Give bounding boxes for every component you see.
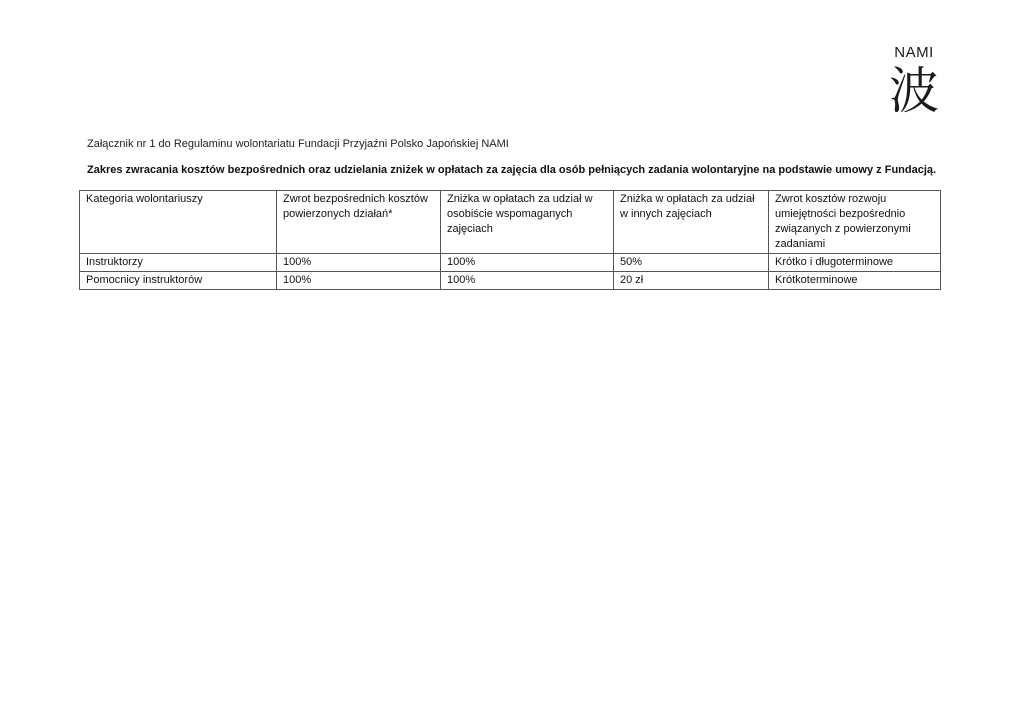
table-row — [80, 272, 941, 290]
header-cell-direct-cost-refund: Zwrot bezpośrednich kosztów powierzonych działań* — [277, 191, 441, 254]
table-row — [80, 254, 941, 272]
logo-text: NAMI — [894, 44, 934, 61]
table-cell: 50% — [614, 254, 769, 272]
table-cell: 100% — [277, 272, 441, 290]
nami-logo — [884, 44, 944, 122]
table-cell: 100% — [441, 254, 614, 272]
logo-wave-glyph: 波 — [889, 62, 939, 120]
table-cell: Krótkoterminowe — [769, 272, 941, 290]
volunteer-costs-table — [79, 190, 941, 290]
header-cell-supported-classes-discount: Zniżka w opłatach za udział w osobiście wspomaganych zajęciach — [441, 191, 614, 254]
table-cell: Pomocnicy instruktorów — [80, 272, 277, 290]
header-cell-other-classes-discount: Zniżka w opłatach za udział w innych zajęciach — [614, 191, 769, 254]
table-cell: Krótko i długoterminowe — [769, 254, 941, 272]
table-cell: 20 zł — [614, 272, 769, 290]
header-cell-skills-development-refund: Zwrot kosztów rozwoju umiejętności bezpośrednio związanych z powierzonymi zadaniami — [769, 191, 941, 254]
table-cell: Instruktorzy — [80, 254, 277, 272]
table-cell: 100% — [277, 254, 441, 272]
table-cell: 100% — [441, 272, 614, 290]
header-cell-category: Kategoria wolontariuszy — [80, 191, 277, 254]
table-header-row — [80, 191, 941, 254]
document-subtitle: Załącznik nr 1 do Regulaminu wolontariatu Fundacji Przyjaźni Polsko Japońskiej NAMI — [87, 138, 509, 150]
document-heading: Zakres zwracania kosztów bezpośrednich oraz udzielania zniżek w opłatach za zajęcia dla osób pełniących zadania wolontaryjne na podstawie umowy z Fundacją. — [87, 164, 937, 176]
